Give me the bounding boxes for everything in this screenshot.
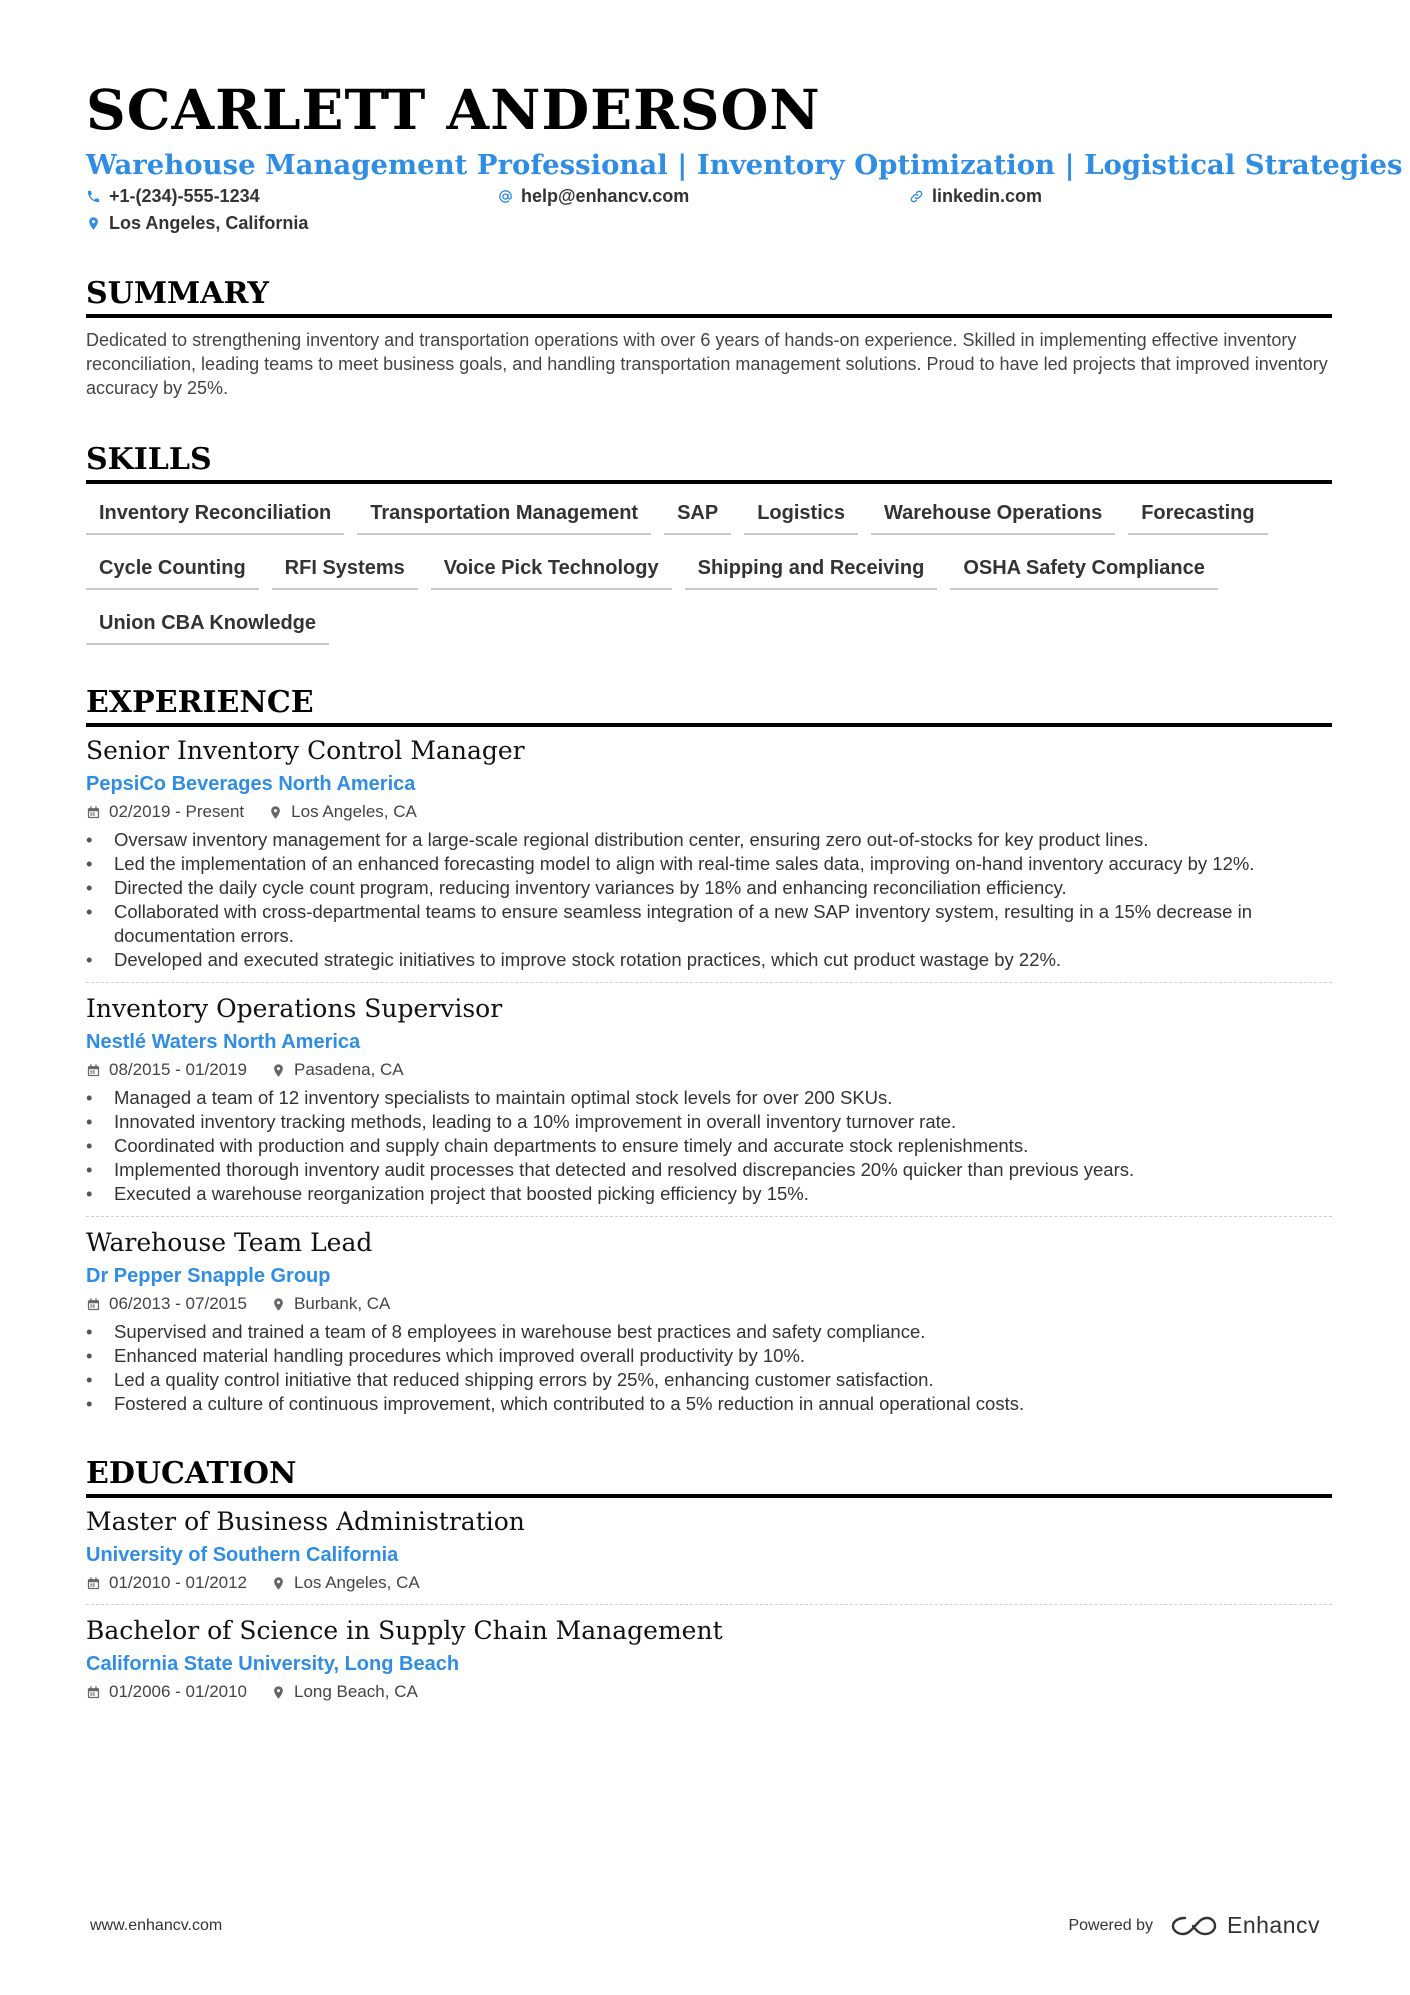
bullet-item: • Supervised and trained a team of 8 employees in warehouse best practices and safety compliance. bbox=[86, 1320, 1332, 1344]
location-pin-icon bbox=[271, 1685, 286, 1700]
company-name: Dr Pepper Snapple Group bbox=[86, 1265, 331, 1287]
job-bullets bbox=[86, 828, 1332, 972]
contact-linkedin[interactable] bbox=[909, 186, 1042, 207]
skill-tag: Shipping and Receiving bbox=[685, 551, 938, 590]
divider bbox=[86, 982, 1332, 983]
phone-icon bbox=[86, 189, 101, 204]
contact-info bbox=[86, 186, 1332, 242]
job-location: Los Angeles, CA bbox=[291, 802, 417, 821]
contact-email[interactable] bbox=[498, 186, 689, 207]
experience-title: EXPERIENCE bbox=[86, 685, 1332, 727]
job-location: Burbank, CA bbox=[294, 1294, 391, 1313]
bullet-item: • Executed a warehouse reorganization project that boosted picking efficiency by 15%. bbox=[86, 1182, 1332, 1206]
job-bullets bbox=[86, 1086, 1332, 1206]
job-bullets bbox=[86, 1320, 1332, 1416]
school-name: California State University, Long Beach bbox=[86, 1653, 460, 1675]
bullet-item: • Innovated inventory tracking methods, leading to a 10% improvement in overall inventory turnover rate. bbox=[86, 1110, 1332, 1134]
education-meta bbox=[86, 1572, 1332, 1594]
skill-tag: Cycle Counting bbox=[86, 551, 259, 590]
summary-text: Dedicated to strengthening inventory and transportation operations with over 6 years of hands-on experience. Skilled in implementing effective inventory reconciliation, leading teams to meet business goals, and handling transportation management solutions. Proud to have led projects that improved inventory accuracy by 25%. bbox=[86, 330, 1328, 398]
school-name: University of Southern California bbox=[86, 1544, 399, 1566]
skill-tag: OSHA Safety Compliance bbox=[950, 551, 1218, 590]
job-entry bbox=[86, 735, 1332, 972]
education-dates: 01/2006 - 01/2010 bbox=[109, 1682, 248, 1701]
bullet-item: • Coordinated with production and supply chain departments to ensure timely and accurate stock replenishments. bbox=[86, 1134, 1332, 1158]
skill-tag: Warehouse Operations bbox=[871, 496, 1115, 535]
job-title: Warehouse Team Lead bbox=[86, 1228, 373, 1257]
bullet-item: • Oversaw inventory management for a large-scale regional distribution center, ensuring zero out-of-stocks for key product lines. bbox=[86, 828, 1332, 852]
bullet-item: • Led a quality control initiative that reduced shipping errors by 25%, enhancing customer satisfaction. bbox=[86, 1368, 1332, 1392]
job-location: Pasadena, CA bbox=[294, 1060, 404, 1079]
skill-tag: Forecasting bbox=[1128, 496, 1267, 535]
resume-page bbox=[86, 77, 1403, 1703]
headline: Warehouse Management Professional | Inventory Optimization | Logistical Strategies bbox=[86, 149, 1403, 181]
skill-tag: Logistics bbox=[744, 496, 858, 535]
bullet-item: • Developed and executed strategic initiatives to improve stock rotation practices, which cut product wastage by 22%. bbox=[86, 948, 1332, 972]
location-pin-icon bbox=[271, 1576, 286, 1591]
at-icon bbox=[498, 189, 513, 204]
location-pin-icon bbox=[86, 216, 101, 231]
location-pin-icon bbox=[271, 1297, 286, 1312]
phone-text: +1-(234)-555-1234 bbox=[109, 186, 260, 206]
bullet-item: • Fostered a culture of continuous improvement, which contributed to a 5% reduction in annual operational costs. bbox=[86, 1392, 1332, 1416]
job-meta bbox=[86, 1059, 1332, 1081]
link-icon bbox=[909, 189, 924, 204]
divider bbox=[86, 1604, 1332, 1605]
calendar-icon bbox=[86, 805, 101, 820]
job-meta bbox=[86, 1293, 1332, 1315]
job-dates: 06/2013 - 07/2015 bbox=[109, 1294, 248, 1313]
education-location: Los Angeles, CA bbox=[294, 1573, 420, 1592]
degree-title: Bachelor of Science in Supply Chain Management bbox=[86, 1616, 723, 1645]
bullet-item: • Directed the daily cycle count program, reducing inventory variances by 18% and enhancing reconciliation efficiency. bbox=[86, 876, 1332, 900]
skill-tag: Inventory Reconciliation bbox=[86, 496, 344, 535]
calendar-icon bbox=[86, 1297, 101, 1312]
bullet-item: • Enhanced material handling procedures which improved overall productivity by 10%. bbox=[86, 1344, 1332, 1368]
footer bbox=[90, 1912, 1320, 1939]
job-dates: 08/2015 - 01/2019 bbox=[109, 1060, 248, 1079]
location-pin-icon bbox=[268, 805, 283, 820]
job-title: Senior Inventory Control Manager bbox=[86, 736, 525, 765]
divider bbox=[86, 1216, 1332, 1217]
skills-list bbox=[86, 496, 1332, 645]
linkedin-text: linkedin.com bbox=[932, 186, 1043, 206]
contact-location bbox=[86, 213, 308, 234]
job-title: Inventory Operations Supervisor bbox=[86, 994, 503, 1023]
skill-tag: Union CBA Knowledge bbox=[86, 606, 329, 645]
skill-tag: SAP bbox=[664, 496, 731, 535]
company-name: PepsiCo Beverages North America bbox=[86, 773, 416, 795]
bullet-item: • Implemented thorough inventory audit processes that detected and resolved discrepancies 20% quicker than previous years. bbox=[86, 1158, 1332, 1182]
calendar-icon bbox=[86, 1685, 101, 1700]
summary-title: SUMMARY bbox=[86, 276, 1332, 318]
skills-section bbox=[86, 442, 1332, 645]
candidate-name: SCARLETT ANDERSON bbox=[86, 77, 821, 142]
skills-title: SKILLS bbox=[86, 442, 1332, 484]
job-dates: 02/2019 - Present bbox=[109, 802, 245, 821]
email-text: help@enhancv.com bbox=[521, 186, 690, 206]
powered-by bbox=[1068, 1912, 1320, 1939]
education-entry bbox=[86, 1506, 1332, 1594]
job-entry bbox=[86, 993, 1332, 1206]
enhancv-logo[interactable] bbox=[1171, 1912, 1320, 1939]
education-location: Long Beach, CA bbox=[294, 1682, 418, 1701]
calendar-icon bbox=[86, 1063, 101, 1078]
degree-title: Master of Business Administration bbox=[86, 1507, 525, 1536]
experience-section bbox=[86, 685, 1332, 1416]
skill-tag: RFI Systems bbox=[272, 551, 418, 590]
bullet-item: • Managed a team of 12 inventory specialists to maintain optimal stock levels for over 200 SKUs. bbox=[86, 1086, 1332, 1110]
education-title: EDUCATION bbox=[86, 1456, 1332, 1498]
education-section bbox=[86, 1456, 1332, 1703]
powered-by-label: Powered by bbox=[1068, 1916, 1153, 1934]
job-entry bbox=[86, 1227, 1332, 1416]
enhancv-logo-icon bbox=[1171, 1914, 1217, 1938]
brand-name-text: Enhancv bbox=[1226, 1912, 1320, 1938]
location-pin-icon bbox=[271, 1063, 286, 1078]
contact-phone[interactable] bbox=[86, 186, 260, 207]
summary-section bbox=[86, 276, 1332, 400]
skill-tag: Transportation Management bbox=[357, 496, 651, 535]
bullet-item: • Led the implementation of an enhanced forecasting model to align with real-time sales data, improving on-hand inventory accuracy by 12%. bbox=[86, 852, 1332, 876]
bullet-item: • Collaborated with cross-departmental teams to ensure seamless integration of a new SAP inventory system, resulting in a 15% decrease in documentation errors. bbox=[86, 900, 1332, 948]
company-name: Nestlé Waters North America bbox=[86, 1031, 361, 1053]
skill-tag: Voice Pick Technology bbox=[431, 551, 672, 590]
education-meta bbox=[86, 1681, 1332, 1703]
calendar-icon bbox=[86, 1576, 101, 1591]
footer-website-link[interactable]: www.enhancv.com bbox=[90, 1916, 223, 1934]
education-dates: 01/2010 - 01/2012 bbox=[109, 1573, 248, 1592]
job-meta bbox=[86, 801, 1332, 823]
education-entry bbox=[86, 1615, 1332, 1703]
header bbox=[86, 77, 1403, 242]
location-text: Los Angeles, California bbox=[109, 213, 309, 233]
